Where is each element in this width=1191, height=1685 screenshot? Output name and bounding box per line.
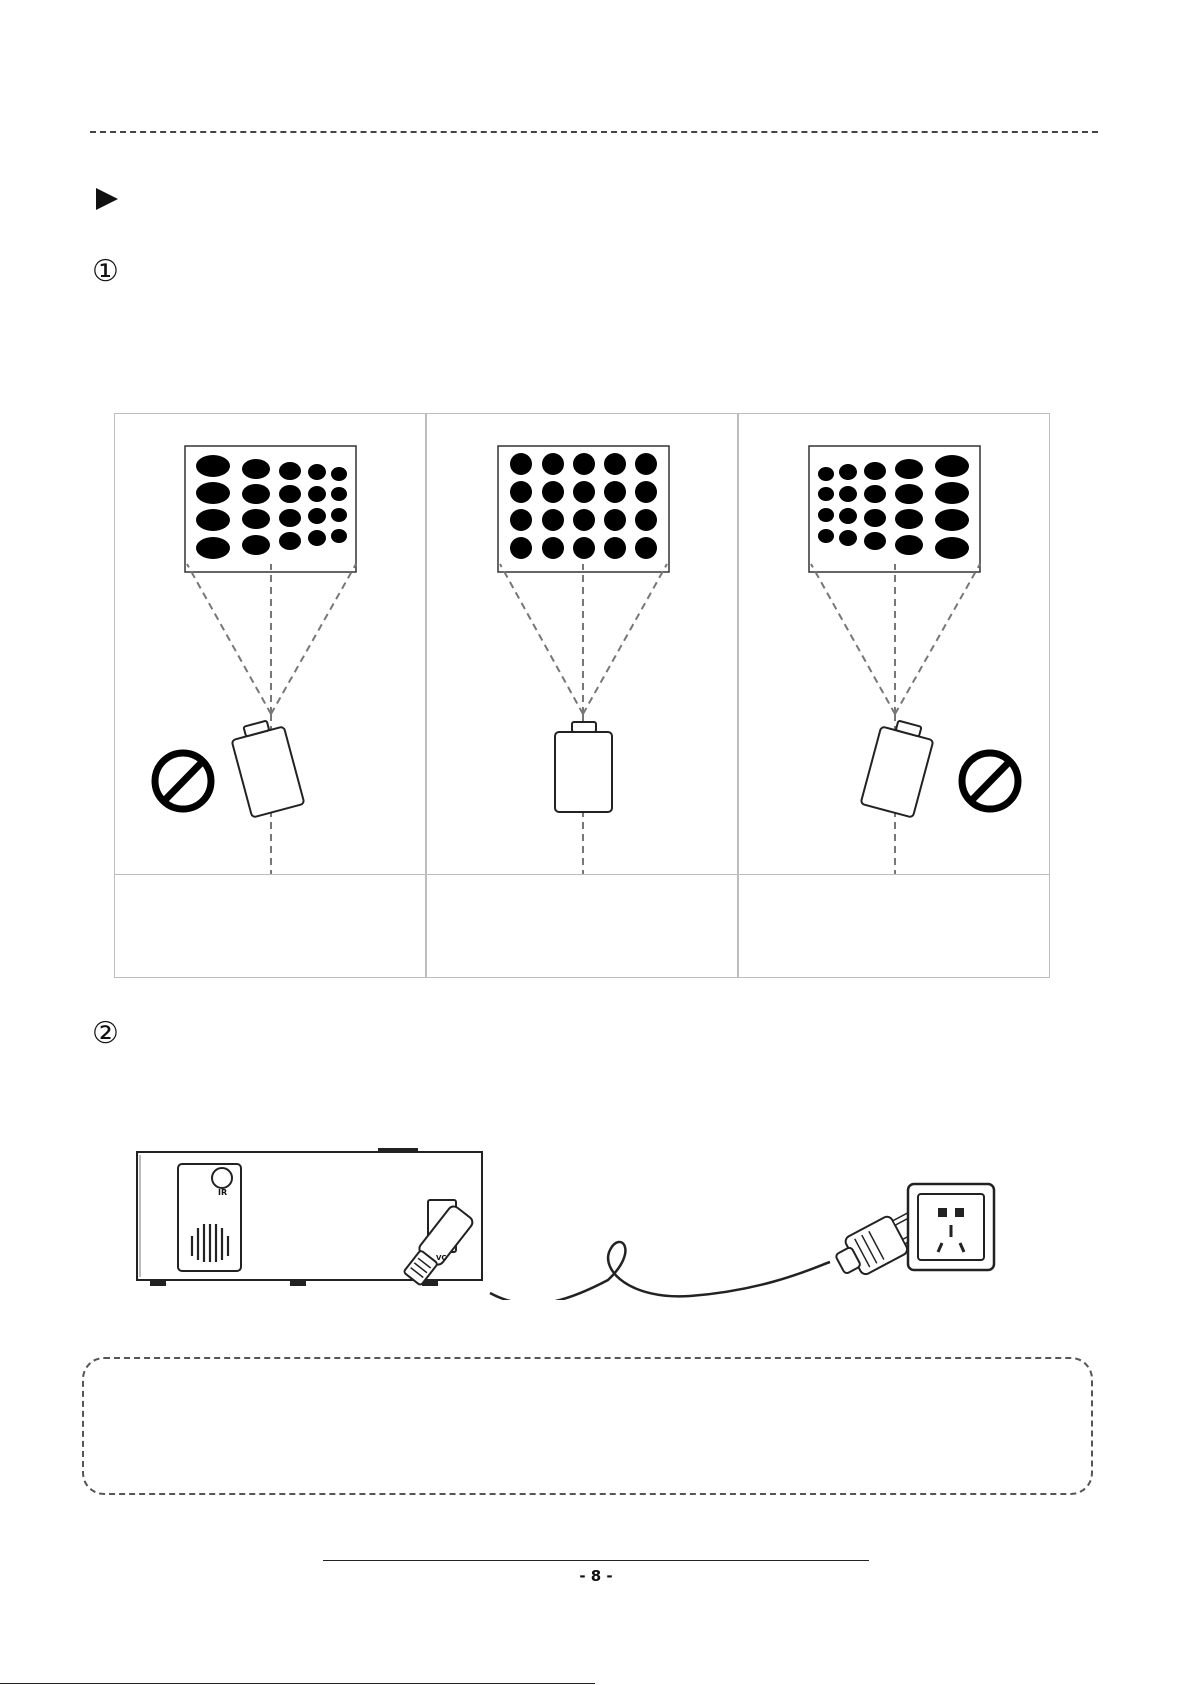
panel-caption-center [427,874,737,977]
ir-port-label: IR [218,1188,228,1197]
power-connection-diagram [130,1140,1030,1300]
wall-socket-icon [908,1184,994,1270]
footer-divider [323,1560,869,1561]
header-divider [90,131,1098,133]
panel-caption-left [115,874,425,977]
placement-panel-straight [426,413,738,978]
tilted-right-placement-illustration [739,414,1051,876]
step-2-number: ② [92,1016,119,1051]
page-number: - 8 - [579,1567,613,1585]
panel-caption-right [739,874,1049,977]
placement-panel-tilted-left [114,413,426,978]
vc-port-label: VC [436,1254,447,1262]
projector-icon [861,717,936,818]
prohibited-icon [155,753,211,809]
projector-icon [555,722,612,812]
straight-placement-illustration [427,414,739,876]
placement-panel-tilted-right [738,413,1050,978]
note-box [82,1357,1093,1495]
distorted-image-dots [818,455,969,559]
section-bullet-icon [94,186,120,219]
undistorted-image-dots [510,453,657,559]
power-cord-icon [490,1242,830,1300]
tilted-left-placement-illustration [115,414,427,876]
distorted-image-dots [196,455,347,559]
projector-icon [229,717,304,818]
step-1-number: ① [92,254,119,289]
bottom-edge-rule [0,1683,595,1684]
prohibited-icon [962,753,1018,809]
